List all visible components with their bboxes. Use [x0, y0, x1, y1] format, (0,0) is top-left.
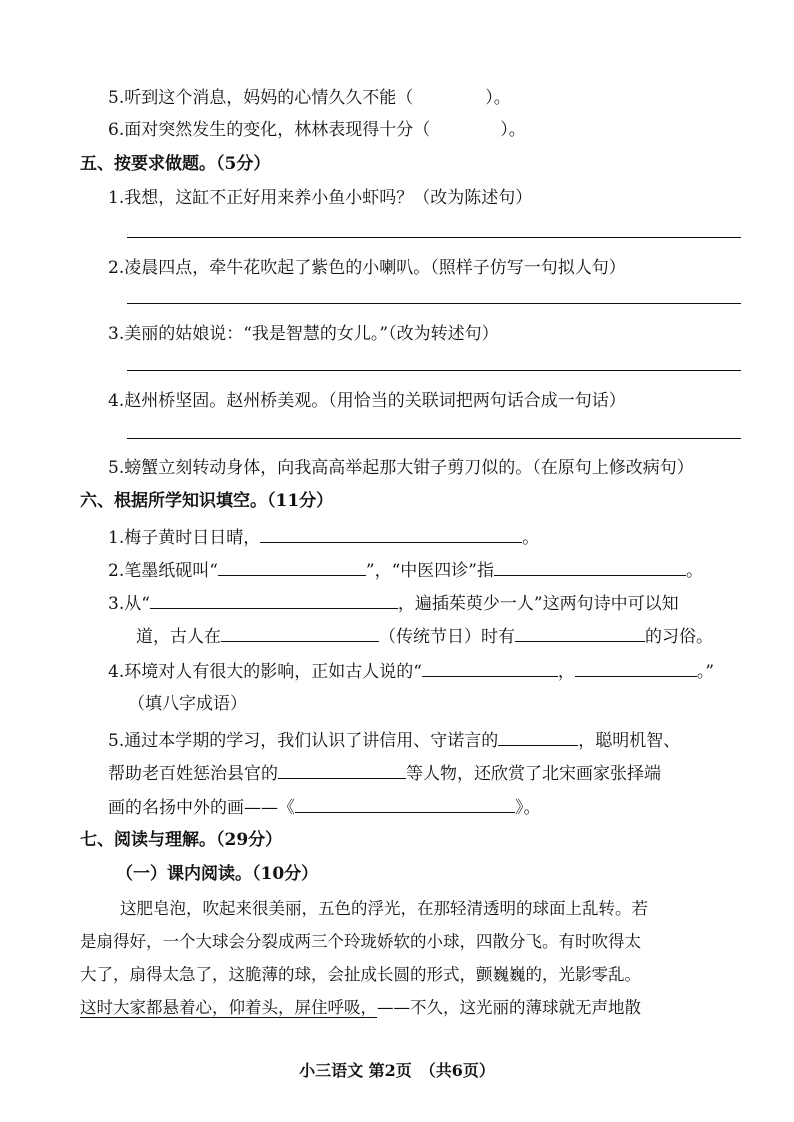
- reading-text: ——不久，这光丽的薄球就无声地散: [377, 998, 641, 1017]
- section-5-item-4: 4.赵州桥坚固。赵州桥美观。（用恰当的关联词把两句话合成一句话）: [108, 391, 626, 411]
- fill-question-4: [108, 658, 714, 684]
- fill-blank[interactable]: [498, 727, 578, 746]
- question-text: 帮助老百姓惩治县官的: [108, 764, 278, 784]
- question-text: ，遍插茱萸少一人”这两句诗中可以知: [397, 594, 679, 614]
- question-text: 。: [522, 528, 540, 548]
- fill-blank[interactable]: [575, 658, 697, 677]
- section-5-item-3: 3.美丽的姑娘说：“我是智慧的女儿。”（改为转述句）: [108, 324, 499, 344]
- question-text: （传统节日）时有: [379, 627, 515, 647]
- section-5-title: 五、按要求做题。（5分）: [80, 154, 271, 174]
- fill-blank[interactable]: [515, 623, 645, 642]
- reading-paragraph-line: [80, 996, 641, 1020]
- fill-question-4-note: （填八字成语）: [128, 694, 247, 714]
- reading-paragraph-line: 这肥皂泡，吹起来很美丽，五色的浮光，在那轻清透明的球面上乱转。若: [120, 899, 648, 918]
- fill-blank[interactable]: [422, 658, 558, 677]
- fill-question-3: [108, 590, 679, 616]
- section-5-item-2: 2.凌晨四点，牵牛花吹起了紫色的小喇叭。（照样子仿写一句拟人句）: [108, 258, 626, 278]
- answer-line-1[interactable]: [127, 237, 741, 238]
- question-text: 5.通过本学期的学习，我们认识了讲信用、守诺言的: [108, 731, 499, 751]
- question-6-line: [108, 118, 526, 142]
- question-text: ”，“中医四诊”指: [365, 561, 494, 581]
- fill-question-1: [108, 524, 539, 550]
- answer-line-4[interactable]: [127, 438, 741, 439]
- fill-question-3-cont: [136, 623, 713, 649]
- question-text: 6.面对突然发生的变化，林林表现得十分（: [108, 120, 431, 140]
- section-7-title: 七、阅读与理解。（29分）: [80, 830, 283, 850]
- answer-line-3[interactable]: [127, 370, 741, 371]
- section-7-subtitle: （一）课内阅读。（10分）: [116, 864, 319, 884]
- fill-blank[interactable]: [278, 760, 406, 779]
- fill-question-5-cont-1: [108, 760, 661, 786]
- question-text: 。”: [696, 662, 715, 682]
- underlined-sentence: 这时大家都悬着心，仰着头，屏住呼吸，: [80, 998, 377, 1017]
- question-5-line: [108, 86, 511, 110]
- question-text: 4.环境对人有很大的影响，正如古人说的“: [108, 662, 422, 682]
- question-text: 3.从“: [108, 594, 150, 614]
- fill-blank[interactable]: [221, 623, 379, 642]
- answer-line-2[interactable]: [127, 303, 741, 304]
- question-text: 画的名扬中外的画——《: [108, 798, 295, 818]
- question-text: ，: [557, 662, 575, 682]
- reading-paragraph-line: 是扇得好，一个大球会分裂成两三个玲珑娇软的小球，四散分飞。有时吹得太: [80, 932, 641, 951]
- fill-blank[interactable]: [295, 794, 515, 813]
- section-6-title: 六、根据所学知识填空。（11分）: [80, 491, 334, 511]
- fill-blank[interactable]: [260, 524, 522, 543]
- question-text: ）。: [500, 120, 526, 140]
- question-text: 等人物，还欣赏了北宋画家张择端: [406, 764, 661, 784]
- question-text: 》。: [515, 798, 541, 818]
- question-text: 。: [686, 561, 703, 581]
- fill-blank[interactable]: [494, 557, 686, 576]
- fill-blank[interactable]: [218, 557, 366, 576]
- reading-paragraph-line: 大了，扇得太急了，这脆薄的球，会扯成长圆的形式，颤巍巍的，光影零乱。: [80, 965, 641, 984]
- question-text: 5.听到这个消息，妈妈的心情久久不能（: [108, 88, 414, 108]
- section-5-item-1: 1.我想，这缸不正好用来养小鱼小虾吗？（改为陈述句）: [108, 188, 533, 208]
- question-text: 2.笔墨纸砚叫“: [108, 561, 218, 581]
- fill-question-5-cont-2: [108, 794, 541, 820]
- question-text: ）。: [485, 88, 511, 108]
- question-text: 道，古人在: [136, 627, 221, 647]
- question-text: ，聪明机智、: [578, 731, 681, 751]
- section-5-item-5: 5.螃蟹立刻转动身体，向我高高举起那大钳子剪刀似的。（在原句上修改病句）: [108, 458, 694, 478]
- fill-question-5: [108, 727, 680, 753]
- question-text: 的习俗。: [645, 627, 713, 647]
- page-footer: 小三语文 第2页 （共6页）: [299, 1061, 495, 1080]
- question-text: 1.梅子黄时日日晴，: [108, 528, 261, 548]
- fill-blank[interactable]: [150, 590, 398, 609]
- fill-question-2: [108, 557, 703, 583]
